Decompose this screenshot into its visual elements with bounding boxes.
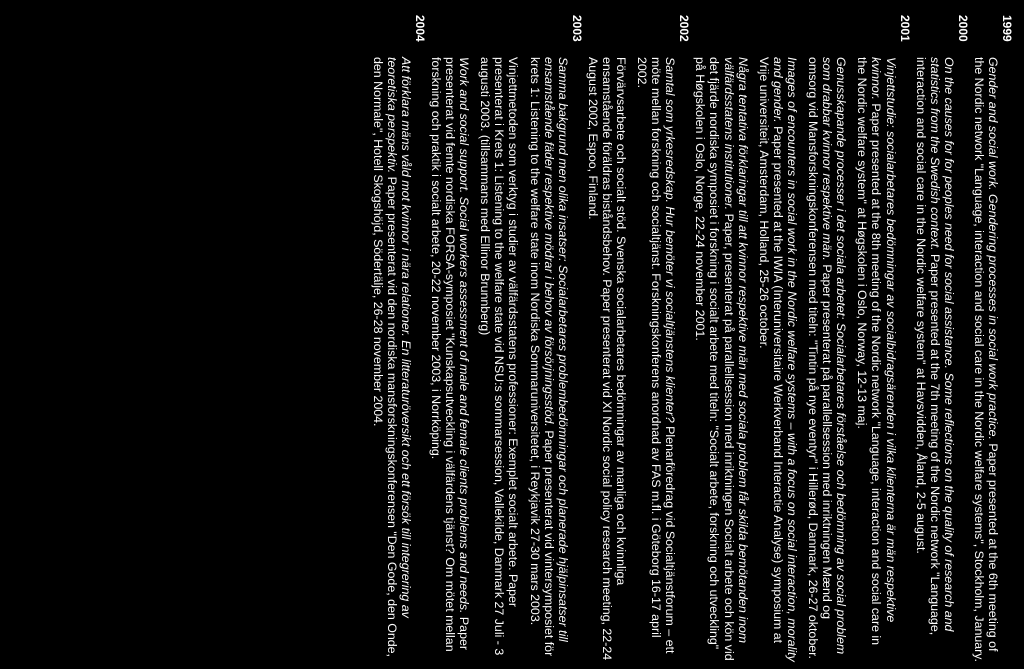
entry-details: Plenarföredrag vid Socialtjänstforum – ett möte mellan forskning och socialtjänst. Forskningskonferens anordnad av FAS m.fl. i Göteborg 16-17 april 2002.: [635, 57, 678, 654]
list-item: [635, 57, 677, 663]
list-item: [693, 57, 749, 663]
entry-details: Paper presenterat vid vintersymposiet för krets 1: Listening to the welfare state inom Nordiska Sommaruniversitetet, i Reykjavik 27-30 mars 2003.: [527, 57, 556, 657]
year-block: [586, 15, 692, 663]
list-item: [527, 57, 569, 663]
entry-details: Paper presented at the 8th meeting of the Nordic network "Language, interaction and social care in the Nordic welfare system" at Høgskolen i Oslo, Norway, 12-13 maj.: [855, 57, 884, 646]
year-block: [972, 15, 1014, 663]
year-heading: 2002: [677, 15, 692, 42]
year-block: [429, 15, 584, 663]
list-item: [478, 57, 520, 663]
entry-details: Paper presenterat på parallellsession med inriktningen Mænd og omsorg vid Mansforskningskonferensen med titeln: "Tintin på nye eventyr" i Hillerød, Danmark, 26-27 oktober.: [806, 57, 835, 659]
list-item: [806, 57, 848, 663]
list-item: [429, 57, 471, 663]
entry-title: Work and social support. Social workers assessment of male and female clients problems and needs.: [457, 57, 472, 614]
year-heading: 2000: [955, 15, 970, 42]
publication-list: [369, 15, 1014, 663]
list-item: [757, 57, 799, 663]
list-item: [972, 57, 1000, 663]
entry-title: On the causes for for peoples need for social assistance. Some reflections on the quality of research and statistics from the Swedish context.: [927, 57, 956, 632]
entry-details: Paper presented at the 7th meeting of the Nordic network "Language, interaction and social care in the Nordic welfare system" at Havsvidden, Åland, 2-5 august.: [913, 57, 942, 636]
year-heading: 2001: [897, 15, 912, 42]
list-item: [586, 57, 628, 663]
entry-details: Förvärvsarbete och socialt stöd. Svenska socialarbetares bedömningar av manliga och kvinnliga ensamstående föräldras biståndsbehov. Paper presenterat vid XI Nordic social policy research meeting, 22-24 August 2002, Espoo, Finland.: [585, 57, 629, 661]
entry-title: Images of encounters in social work in the Nordic welfare systems – with a focus on social interaction, morality and gender.: [770, 57, 799, 662]
entry-details: Paper presented at the IWIA (Interuniversitaire Werkverband Interactie Analyse) symposium at Vrije universiteit, Amsterdam, Holland, 25-26 october.: [756, 57, 785, 644]
entry-title: Att förklara mäns våld mot kvinnor i nära relationer. En litteraturöversikt och ett försök till integrering av teoretiska perspektiv.: [384, 57, 413, 618]
list-item: [914, 57, 956, 663]
entry-details: Paper presenterat vid femte nordiska FORSA-symposiet "Kunskapsutveckling i välfärdens tjänst? Om mötet mellan forskning och praktik i socialt arbete, 20-22 november 2003, i Norrköping.: [429, 57, 472, 652]
entry-details: Paper presenterat vid den nordiska mansforskningskonferensen "Den Gode, den Onde, den Normale", Hotell Skogshöjd, Södertälje, 26-28 november 2004.: [370, 57, 399, 657]
entry-details: Paper, presenterat på parallellsession med inriktningen Socialt arbete och kön vid det fjärde nordiska symposiet i forskning i socialt arbete med titeln: "Socialt arbete, forskning och utveckling" på Høgskolen i Oslo, Norge, 22-24 november 2001.: [693, 57, 736, 661]
year-block: [914, 15, 970, 663]
entry-title: Vinjettstudie: socialarbetares bedömningar av socialbidragsärenden i vilka klienterna är män respektive kvinnor.: [869, 57, 898, 623]
year-heading: 2004: [412, 15, 427, 42]
year-heading: 1999: [1000, 15, 1014, 42]
entry-title: Samma bakgrund men olika insatser: Socialarbetares problembedömningar och planerade hjälpinsatser till ensamstående fäder respektive mödrar i behov av försörjningsstöd.: [541, 57, 570, 642]
entry-details: Paper presented at the 6th meeting of the Nordic network "Language, interaction and social care in the Nordic welfare systems", Stockholm, January.: [971, 57, 1000, 662]
entry-title: Genusskapande processer i det sociala arbetet: Socialarbetares förståelse och bedömning av social problem som drabbar kvinnor respektive män.: [820, 57, 849, 655]
list-item: [371, 57, 413, 663]
entry-title: Samtal som yrkesredskap. Hur bemöter vi socialtjänstens klienter?: [663, 57, 678, 423]
year-heading: 2003: [569, 15, 584, 42]
entry-details: Vinjettmetoden som verktyg i studier av välfärdsstatens professioner: Exemplet socialt arbete. Paper presenterat i Krets 1: Listening to the welfare state vid NSU:s sommarsession, Vallekilde, Danmark 27 Juli - 3 augusti 2003. (tillsammans med Ellinor Brunnberg): [478, 57, 521, 656]
entry-title: Gender and social work. Gendering processes in social work practice.: [986, 57, 1000, 440]
list-item: [855, 57, 897, 663]
year-block: [693, 15, 911, 663]
entry-title: Några tentativa förklaringar till att kvinnor respektive män med sociala problem får skilda bemötanden inom välfärdsstatens institutioner.: [721, 57, 750, 644]
year-block: [371, 15, 427, 663]
